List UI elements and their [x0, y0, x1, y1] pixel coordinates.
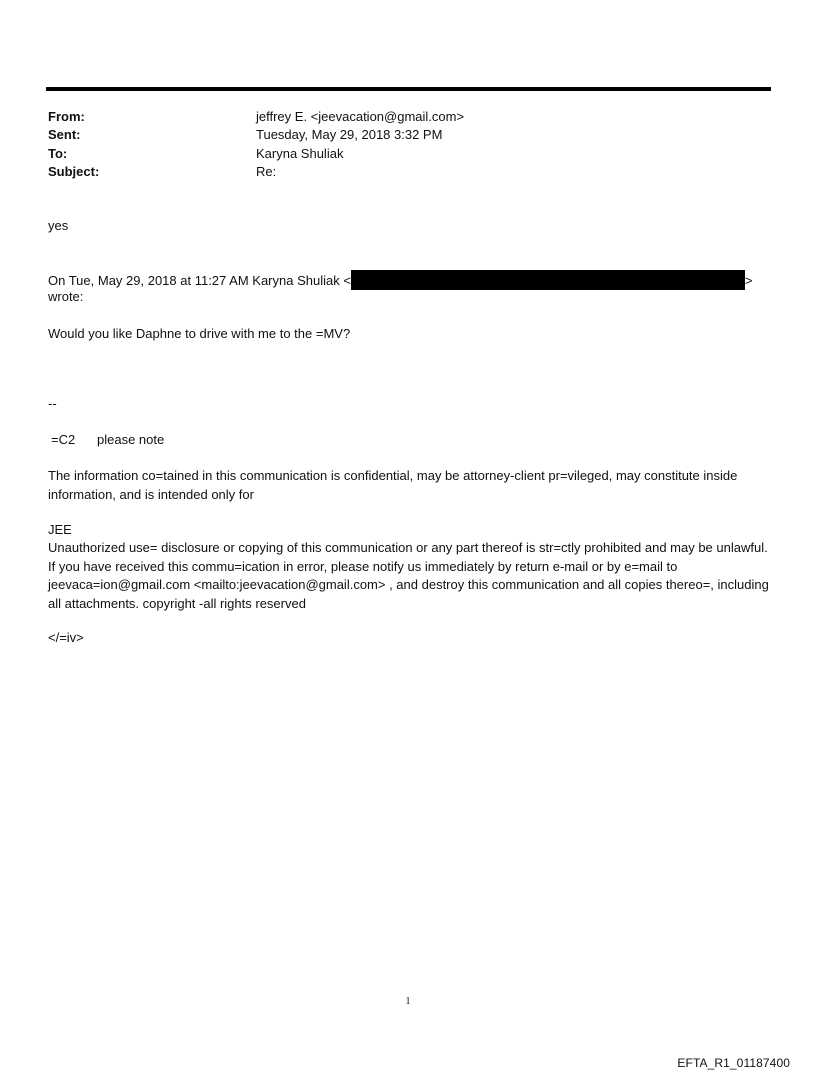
to-row [48, 145, 464, 163]
confidentiality-notice: The information co=tained in this communication is confidential, may be attorney-client pr=vileged, may constitute inside information, and is intended only for [48, 468, 738, 502]
wrote-text: wrote: [48, 289, 84, 304]
sent-label: Sent: [48, 127, 81, 143]
note-text: please note [97, 432, 165, 447]
from-label: From: [48, 109, 85, 124]
reply-text: yes [48, 218, 69, 233]
email-header [48, 108, 464, 181]
bates-number: EFTA_R1_01187400 [677, 1056, 790, 1070]
signature-separator: -- [48, 396, 57, 411]
sent-row [48, 126, 464, 144]
closing-tag-text: </=iv> [48, 630, 84, 645]
jee-text: JEE [48, 522, 72, 537]
quoted-question: Would you like Daphne to drive with me to the =MV? [48, 326, 351, 341]
quote-intro: On Tue, May 29, 2018 at 11:27 AM Karyna Shuliak < [48, 273, 351, 288]
from-row [48, 108, 464, 126]
subject-value: Re: [256, 163, 277, 179]
note-code: =C2 [51, 432, 76, 447]
from-value: jeffrey E. <jeevacation@gmail.com> [256, 109, 465, 124]
subject-label: Subject: [48, 163, 100, 179]
redaction-box [351, 270, 745, 290]
sent-value: Tuesday, May 29, 2018 3:32 PM [256, 127, 443, 143]
note-line [51, 431, 773, 450]
quote-end: > [744, 273, 753, 288]
header-divider [46, 87, 771, 91]
subject-row [48, 163, 464, 181]
to-value: Karyna Shuliak [256, 145, 344, 161]
unauthorized-use-notice: Unauthorized use= disclosure or copying of this communication or any part thereof is str=ctly prohibited and may be unlawful. If you have received this commu=ication in error, please notify us immediately by return e-mail or by e=mail to jeevaca=ion@gmail.com <mailto:jeevacation@gmail.com> , and destroy this communication and all copies thereo=, including all attachments. copyright -all rights reserved [48, 540, 769, 611]
page-number: 1 [405, 996, 411, 1007]
to-label: To: [48, 145, 68, 161]
